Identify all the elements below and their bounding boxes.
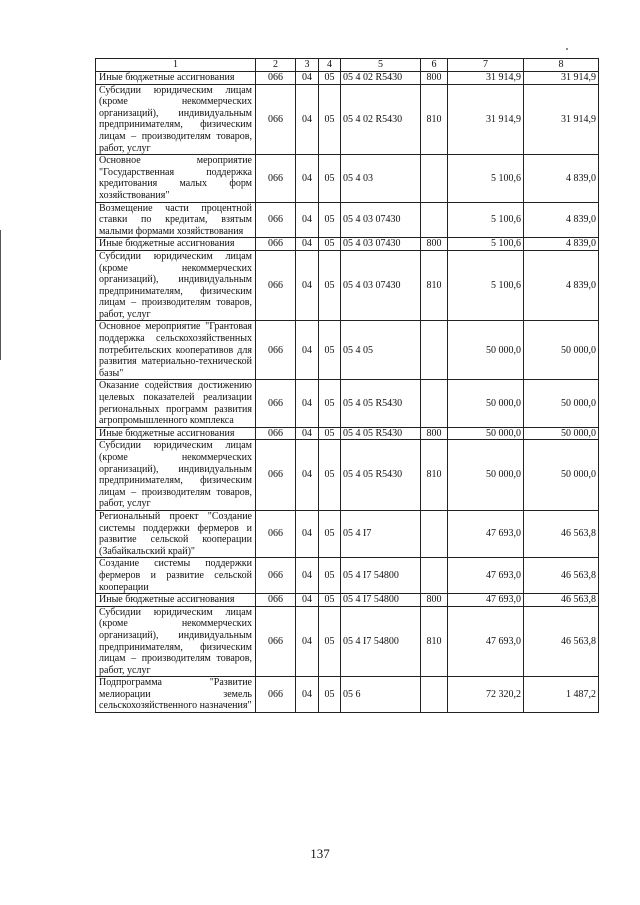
table-row xyxy=(96,380,599,427)
cell-section: 04 xyxy=(296,72,319,85)
cell-admin-code: 066 xyxy=(256,510,296,557)
cell-subsection: 05 xyxy=(319,606,341,677)
cell-amount-2: 50 000,0 xyxy=(524,427,599,440)
cell-expense-type: 810 xyxy=(421,250,448,321)
cell-amount-2: 1 487,2 xyxy=(524,677,599,713)
cell-admin-code: 066 xyxy=(256,558,296,594)
cell-expense-type xyxy=(421,510,448,557)
cell-amount-1: 5 100,6 xyxy=(448,155,524,202)
cell-target-article: 05 4 I7 xyxy=(341,510,421,557)
cell-subsection: 05 xyxy=(319,440,341,511)
table-row xyxy=(96,558,599,594)
cell-subsection: 05 xyxy=(319,155,341,202)
cell-amount-1: 5 100,6 xyxy=(448,238,524,251)
cell-expense-type: 800 xyxy=(421,427,448,440)
table-row xyxy=(96,202,599,238)
cell-section: 04 xyxy=(296,380,319,427)
cell-target-article: 05 4 02 R5430 xyxy=(341,84,421,155)
cell-name: Субсидии юридическим лицам (кроме некоммерческих организаций), индивидуальным предпринимателям, физическим лицам – производителям товаров, работ, услуг xyxy=(96,250,256,321)
cell-amount-2: 4 839,0 xyxy=(524,155,599,202)
scan-speck xyxy=(566,48,568,50)
cell-subsection: 05 xyxy=(319,594,341,607)
column-header: 3 xyxy=(296,59,319,72)
cell-amount-1: 31 914,9 xyxy=(448,84,524,155)
cell-section: 04 xyxy=(296,606,319,677)
cell-admin-code: 066 xyxy=(256,594,296,607)
cell-section: 04 xyxy=(296,202,319,238)
cell-target-article: 05 4 05 R5430 xyxy=(341,380,421,427)
cell-section: 04 xyxy=(296,427,319,440)
cell-expense-type: 800 xyxy=(421,594,448,607)
cell-subsection: 05 xyxy=(319,677,341,713)
column-header: 7 xyxy=(448,59,524,72)
cell-expense-type xyxy=(421,380,448,427)
cell-target-article: 05 4 I7 54800 xyxy=(341,606,421,677)
cell-amount-2: 46 563,8 xyxy=(524,510,599,557)
table-row xyxy=(96,250,599,321)
cell-subsection: 05 xyxy=(319,380,341,427)
table-row xyxy=(96,155,599,202)
cell-name: Основное мероприятие "Грантовая поддержка сельскохозяйственных потребительских кооперативов для развития материально-технической базы" xyxy=(96,321,256,380)
cell-name: Основное мероприятие "Государственная поддержка кредитования малых форм хозяйствования" xyxy=(96,155,256,202)
cell-admin-code: 066 xyxy=(256,606,296,677)
cell-admin-code: 066 xyxy=(256,677,296,713)
table-row xyxy=(96,440,599,511)
cell-section: 04 xyxy=(296,155,319,202)
cell-amount-2: 4 839,0 xyxy=(524,238,599,251)
cell-amount-1: 31 914,9 xyxy=(448,72,524,85)
cell-admin-code: 066 xyxy=(256,440,296,511)
cell-section: 04 xyxy=(296,558,319,594)
cell-expense-type xyxy=(421,677,448,713)
cell-expense-type: 810 xyxy=(421,84,448,155)
table-row xyxy=(96,84,599,155)
cell-amount-1: 50 000,0 xyxy=(448,440,524,511)
cell-amount-2: 50 000,0 xyxy=(524,321,599,380)
cell-amount-2: 4 839,0 xyxy=(524,250,599,321)
cell-admin-code: 066 xyxy=(256,427,296,440)
cell-section: 04 xyxy=(296,594,319,607)
column-header: 8 xyxy=(524,59,599,72)
cell-target-article: 05 4 05 R5430 xyxy=(341,440,421,511)
cell-section: 04 xyxy=(296,510,319,557)
table-row xyxy=(96,321,599,380)
cell-subsection: 05 xyxy=(319,84,341,155)
column-header: 1 xyxy=(96,59,256,72)
scan-margin-line xyxy=(0,230,1,360)
cell-subsection: 05 xyxy=(319,427,341,440)
column-header: 5 xyxy=(341,59,421,72)
cell-amount-2: 46 563,8 xyxy=(524,594,599,607)
cell-amount-1: 47 693,0 xyxy=(448,558,524,594)
table-row xyxy=(96,510,599,557)
cell-amount-2: 46 563,8 xyxy=(524,558,599,594)
table-header-row xyxy=(96,59,599,72)
cell-expense-type: 800 xyxy=(421,238,448,251)
cell-name: Иные бюджетные ассигнования xyxy=(96,72,256,85)
table-row xyxy=(96,427,599,440)
cell-expense-type xyxy=(421,155,448,202)
cell-target-article: 05 4 05 xyxy=(341,321,421,380)
cell-subsection: 05 xyxy=(319,238,341,251)
cell-amount-1: 72 320,2 xyxy=(448,677,524,713)
cell-amount-1: 50 000,0 xyxy=(448,321,524,380)
cell-target-article: 05 4 02 R5430 xyxy=(341,72,421,85)
cell-name: Оказание содействия достижению целевых показателей реализации региональных программ развития агропромышленного комплекса xyxy=(96,380,256,427)
cell-subsection: 05 xyxy=(319,250,341,321)
cell-amount-1: 5 100,6 xyxy=(448,250,524,321)
cell-amount-1: 47 693,0 xyxy=(448,594,524,607)
cell-subsection: 05 xyxy=(319,202,341,238)
cell-subsection: 05 xyxy=(319,72,341,85)
cell-admin-code: 066 xyxy=(256,72,296,85)
cell-section: 04 xyxy=(296,238,319,251)
cell-target-article: 05 4 I7 54800 xyxy=(341,558,421,594)
cell-target-article: 05 4 03 xyxy=(341,155,421,202)
cell-expense-type xyxy=(421,202,448,238)
cell-subsection: 05 xyxy=(319,321,341,380)
cell-amount-1: 47 693,0 xyxy=(448,510,524,557)
cell-expense-type: 810 xyxy=(421,606,448,677)
cell-name: Иные бюджетные ассигнования xyxy=(96,427,256,440)
cell-amount-1: 50 000,0 xyxy=(448,380,524,427)
table-row xyxy=(96,238,599,251)
cell-admin-code: 066 xyxy=(256,155,296,202)
cell-name: Субсидии юридическим лицам (кроме некоммерческих организаций), индивидуальным предпринимателям, физическим лицам – производителям товаров, работ, услуг xyxy=(96,84,256,155)
cell-subsection: 05 xyxy=(319,510,341,557)
table-row xyxy=(96,72,599,85)
cell-name: Субсидии юридическим лицам (кроме некоммерческих организаций), индивидуальным предпринимателям, физическим лицам – производителям товаров, работ, услуг xyxy=(96,606,256,677)
cell-name: Подпрограмма "Развитие мелиорации земель сельскохозяйственного назначения" xyxy=(96,677,256,713)
cell-target-article: 05 4 05 R5430 xyxy=(341,427,421,440)
cell-amount-1: 50 000,0 xyxy=(448,427,524,440)
cell-name: Региональный проект "Создание системы поддержки фермеров и развитие сельской кооперации (Забайкальский край)" xyxy=(96,510,256,557)
cell-name: Иные бюджетные ассигнования xyxy=(96,238,256,251)
budget-table xyxy=(95,58,599,713)
column-header: 4 xyxy=(319,59,341,72)
cell-section: 04 xyxy=(296,321,319,380)
cell-name: Создание системы поддержки фермеров и развитие сельской кооперации xyxy=(96,558,256,594)
cell-expense-type: 800 xyxy=(421,72,448,85)
table-body xyxy=(96,72,599,713)
cell-admin-code: 066 xyxy=(256,84,296,155)
cell-section: 04 xyxy=(296,250,319,321)
cell-name: Иные бюджетные ассигнования xyxy=(96,594,256,607)
cell-amount-2: 4 839,0 xyxy=(524,202,599,238)
cell-target-article: 05 4 03 07430 xyxy=(341,238,421,251)
cell-admin-code: 066 xyxy=(256,250,296,321)
cell-amount-2: 31 914,9 xyxy=(524,84,599,155)
cell-admin-code: 066 xyxy=(256,380,296,427)
cell-amount-2: 31 914,9 xyxy=(524,72,599,85)
cell-admin-code: 066 xyxy=(256,238,296,251)
table-row xyxy=(96,677,599,713)
cell-target-article: 05 4 I7 54800 xyxy=(341,594,421,607)
cell-amount-1: 5 100,6 xyxy=(448,202,524,238)
cell-target-article: 05 4 03 07430 xyxy=(341,250,421,321)
cell-amount-2: 46 563,8 xyxy=(524,606,599,677)
cell-target-article: 05 4 03 07430 xyxy=(341,202,421,238)
cell-admin-code: 066 xyxy=(256,321,296,380)
table-row xyxy=(96,606,599,677)
cell-section: 04 xyxy=(296,440,319,511)
cell-section: 04 xyxy=(296,677,319,713)
cell-name: Возмещение части процентной ставки по кредитам, взятым малыми формами хозяйствования xyxy=(96,202,256,238)
cell-admin-code: 066 xyxy=(256,202,296,238)
column-header: 6 xyxy=(421,59,448,72)
cell-amount-2: 50 000,0 xyxy=(524,380,599,427)
cell-amount-2: 50 000,0 xyxy=(524,440,599,511)
cell-expense-type xyxy=(421,321,448,380)
cell-amount-1: 47 693,0 xyxy=(448,606,524,677)
cell-section: 04 xyxy=(296,84,319,155)
page-number: 137 xyxy=(310,846,330,861)
cell-name: Субсидии юридическим лицам (кроме некоммерческих организаций), индивидуальным предпринимателям, физическим лицам – производителям товаров, работ, услуг xyxy=(96,440,256,511)
cell-expense-type: 810 xyxy=(421,440,448,511)
column-header: 2 xyxy=(256,59,296,72)
cell-subsection: 05 xyxy=(319,558,341,594)
cell-target-article: 05 6 xyxy=(341,677,421,713)
table-row xyxy=(96,594,599,607)
cell-expense-type xyxy=(421,558,448,594)
